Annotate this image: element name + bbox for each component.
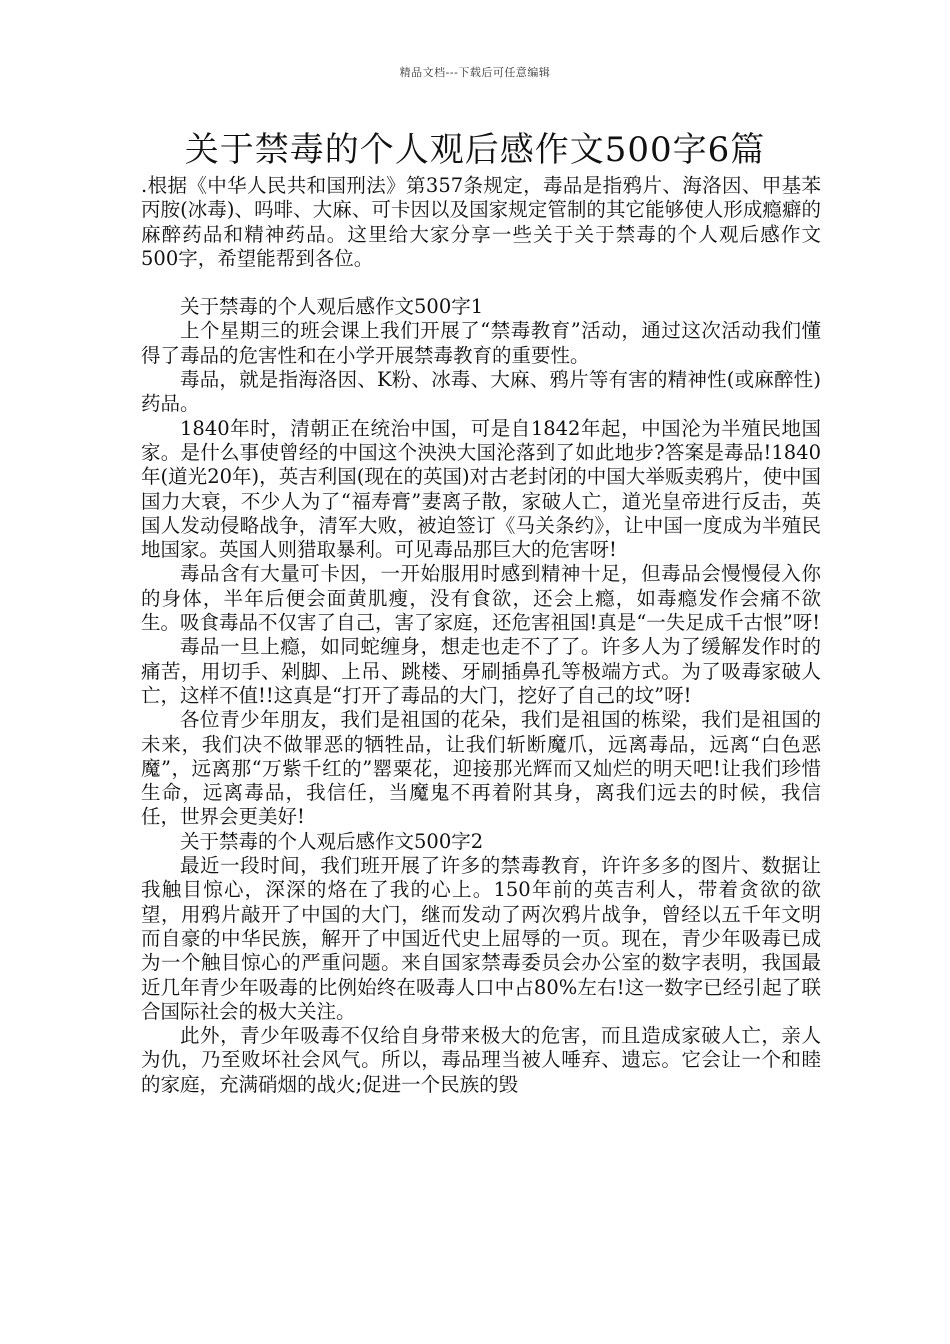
page-header: 精品文档---下载后可任意编辑 xyxy=(399,66,551,79)
section-1-paragraph-5: 毒品一旦上瘾，如同蛇缠身，想走也走不了了。许多人为了缓解发作时的痛苦，用切手、剁脚、上吊、跳楼、牙刷插鼻孔等极端方式。为了吸毒家破人亡，这样不值!!这真是“打开了毒品的大门，挖好了自己的坟”呀! xyxy=(141,635,821,707)
section-1-paragraph-2: 毒品，就是指海洛因、K粉、冰毒、大麻、鸦片等有害的精神性(或麻醉性)药品。 xyxy=(141,368,821,416)
section-1-paragraph-6: 各位青少年朋友，我们是祖国的花朵，我们是祖国的栋梁，我们是祖国的未来，我们决不做罪恶的牺牲品，让我们斩断魔爪，远离毒品，远离“白色恶魔”，远离那“万紫千红的”罂粟花，迎接那光辉而又灿烂的明天吧!让我们珍惜生命，远离毒品，我信任，当魔鬼不再着附其身，离我们远去的时候，我信任，世界会更美好! xyxy=(141,708,821,829)
section-1-heading: 关于禁毒的个人观后感作文500字1 xyxy=(180,295,484,319)
section-1-paragraph-4: 毒品含有大量可卡因，一开始服用时感到精神十足，但毒品会慢慢侵入你的身体，半年后便会面黄肌瘦，没有食欲，还会上瘾，如毒瘾发作会痛不欲生。吸食毒品不仅害了自己，害了家庭，还危害祖国!真是“一失足成千古恨”呀! xyxy=(141,562,821,635)
document-title: 关于禁毒的个人观后感作文500字6篇 xyxy=(184,130,766,170)
section-2-heading: 关于禁毒的个人观后感作文500字2 xyxy=(180,829,484,853)
intro-paragraph: .根据《中华人民共和国刑法》第357条规定，毒品是指鸦片、海洛因、甲基苯丙胺(冰毒)、吗啡、大麻、可卡因以及国家规定管制的其它能够使人形成瘾癖的麻醉药品和精神药品。这里给大家分享一些关于关于禁毒的个人观后感作文500字，希望能帮到各位。 xyxy=(141,174,821,270)
document-body xyxy=(141,174,821,1097)
section-1-paragraph-3: 1840年时，清朝正在统治中国，可是自1842年起，中国沦为半殖民地国家。是什么事使曾经的中国这个泱泱大国沦落到了如此地步?答案是毒品!1840年(道光20年)，英吉利国(现在的英国)对古老封闭的中国大举贩卖鸦片，使中国国力大衰，不少人为了“福寿膏”妻离子散，家破人亡，道光皇帝进行反击，英国人发动侵略战争，清军大败，被迫签订《马关条约》，让中国一度成为半殖民地国家。英国人则猎取暴利。可见毒品那巨大的危害呀! xyxy=(141,416,821,562)
section-2-paragraph-1: 最近一段时间，我们班开展了许多的禁毒教育，许许多多的图片、数据让我触目惊心，深深的烙在了我的心上。150年前的英吉利人，带着贪欲的欲望，用鸦片敲开了中国的大门，继而发动了两次鸦片战争，曾经以五千年文明而自豪的中华民族，解开了中国近代史上屈辱的一页。现在，青少年吸毒已成为一个触目惊心的严重问题。来自国家禁毒委员会办公室的数字表明，我国最近几年青少年吸毒的比例始终在吸毒人口中占80%左右!这一数字已经引起了联合国际社会的极大关注。 xyxy=(141,854,821,1023)
section-2-paragraph-2: 此外，青少年吸毒不仅给自身带来极大的危害，而且造成家破人亡，亲人为仇，乃至败坏社会风气。所以，毒品理当被人唾弃、遗忘。它会让一个和睦的家庭，充满硝烟的战火;促进一个民族的毁 xyxy=(141,1024,821,1096)
section-1-paragraph-1: 上个星期三的班会课上我们开展了“禁毒教育”活动，通过这次活动我们懂得了毒品的危害性和在小学开展禁毒教育的重要性。 xyxy=(141,319,821,367)
